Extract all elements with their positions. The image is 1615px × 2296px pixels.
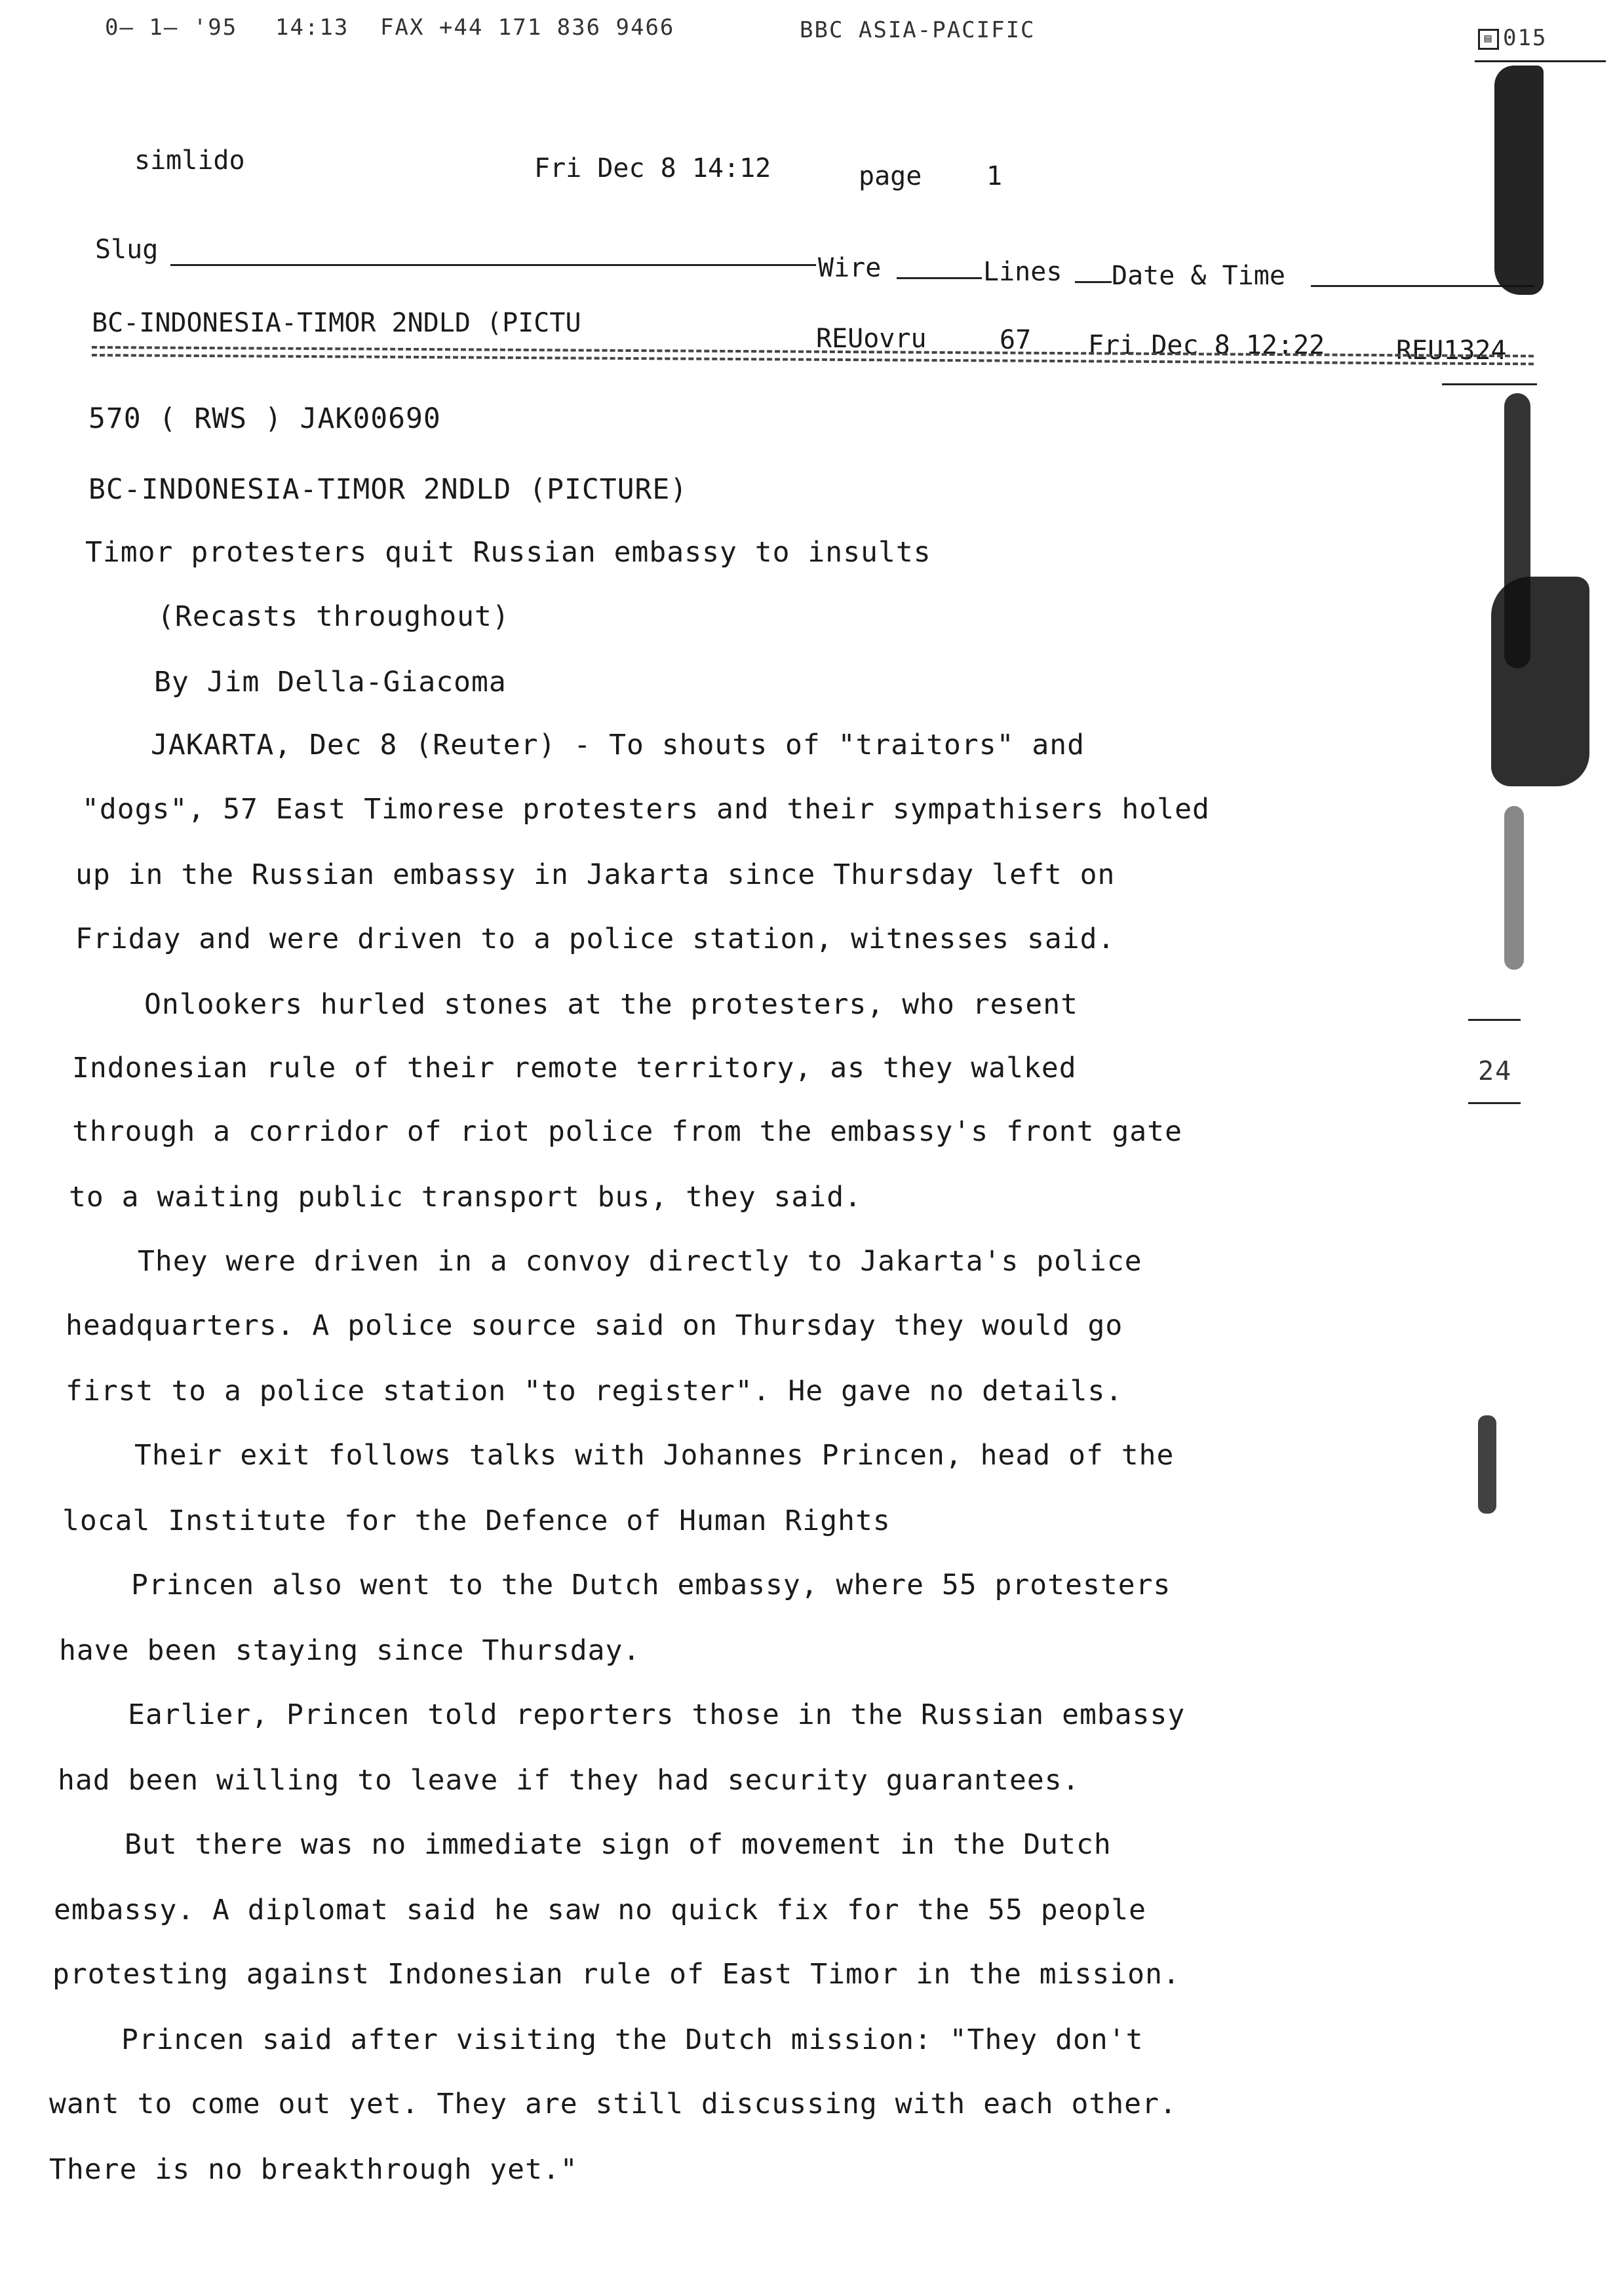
story-byline: By Jim Della-Giacoma — [154, 666, 507, 698]
story-line: Onlookers hurled stones at the protesters, who resent — [144, 988, 1079, 1021]
fax-sender: BBC ASIA-PACIFIC — [800, 17, 1036, 43]
slug-blank — [170, 264, 816, 266]
margin-note: 24 — [1478, 1056, 1513, 1086]
lines-label: Lines — [983, 257, 1062, 287]
story-line: JAKARTA, Dec 8 (Reuter) - To shouts of "traitors" and — [151, 729, 1085, 761]
story-slug: BC-INDONESIA-TIMOR 2NDLD (PICTURE) — [88, 473, 688, 506]
fax-number: FAX +44 171 836 9466 — [380, 14, 675, 41]
slug-label: Slug — [95, 235, 159, 265]
fax-margin-smudge-middle — [1491, 577, 1589, 786]
story-line: have been staying since Thursday. — [59, 1634, 641, 1667]
story-line: "dogs", 57 East Timorese protesters and their sympathisers holed — [82, 793, 1210, 826]
fax-margin-smudge-top — [1494, 66, 1544, 295]
lines-blank — [1075, 281, 1112, 283]
story-line: Friday and were driven to a police station, witnesses said. — [75, 923, 1116, 955]
fax-margin-smudge-lower — [1504, 806, 1524, 970]
story-line: Indonesian rule of their remote territory, as they walked — [72, 1052, 1077, 1084]
story-line: first to a police station "to register". He gave no details. — [66, 1375, 1123, 1407]
wire-datetime: Fri Dec 8 14:12 — [534, 153, 771, 183]
margin-tick-bottom — [1468, 1102, 1521, 1104]
story-reference: 570 ( RWS ) JAK00690 — [88, 402, 441, 435]
story-headline: Timor protesters quit Russian embassy to insults — [85, 536, 931, 569]
wire-value: REUovru — [816, 324, 927, 354]
date-time-value: Fri Dec 8 12:22 — [1088, 330, 1325, 360]
story-line: Princen said after visiting the Dutch mission: "They don't — [121, 2023, 1144, 2056]
margin-tick-top — [1468, 1019, 1521, 1021]
reference-value: REU1324 — [1396, 335, 1507, 366]
story-line: Earlier, Princen told reporters those in the Russian embassy — [128, 1698, 1186, 1731]
story-line: But there was no immediate sign of movement in the Dutch — [125, 1828, 1112, 1861]
story-line: They were driven in a convoy directly to Jakarta's police — [138, 1245, 1142, 1278]
story-line: local Institute for the Defence of Human Rights — [62, 1504, 891, 1537]
story-line: embassy. A diplomat said he saw no quick fix for the 55 people — [54, 1894, 1147, 1926]
fax-page-number: ▤ 015 — [1478, 25, 1547, 51]
date-time-label: Date & Time — [1112, 261, 1285, 291]
wire-user: simlido — [134, 145, 245, 176]
story-line: There is no breakthrough yet." — [49, 2153, 578, 2186]
story-line: Princen also went to the Dutch embassy, where 55 protesters — [131, 1569, 1171, 1601]
story-line: to a waiting public transport bus, they said. — [69, 1181, 862, 1214]
fax-margin-smudge-bottom — [1478, 1415, 1496, 1514]
story-line: through a corridor of riot police from the embassy's front gate — [72, 1115, 1182, 1148]
wire-page-label: page — [859, 161, 922, 191]
fax-time: 14:13 — [275, 14, 349, 41]
slug-value: BC-INDONESIA-TIMOR 2NDLD (PICTU — [92, 308, 581, 338]
story-line: want to come out yet. They are still discussing with each other. — [49, 2088, 1177, 2120]
fax-date: 0— 1— '95 — [105, 14, 238, 41]
story-line: headquarters. A police source said on Thursday they would go — [66, 1309, 1123, 1342]
story-line: Their exit follows talks with Johannes Princen, head of the — [134, 1439, 1175, 1472]
lines-value: 67 — [1000, 325, 1032, 355]
story-line: had been willing to leave if they had security guarantees. — [58, 1764, 1080, 1797]
story-note: (Recasts throughout) — [157, 600, 510, 633]
fax-header-underline — [1475, 60, 1606, 62]
story-line: up in the Russian embassy in Jakarta since Thursday left on — [75, 858, 1116, 891]
header-separator-tail — [1442, 383, 1537, 385]
wire-label: Wire — [818, 253, 882, 283]
fax-page-icon: ▤ — [1478, 29, 1499, 50]
wire-page-number: 1 — [986, 161, 1003, 191]
story-line: protesting against Indonesian rule of East Timor in the mission. — [52, 1958, 1180, 1991]
wire-blank — [897, 277, 982, 279]
